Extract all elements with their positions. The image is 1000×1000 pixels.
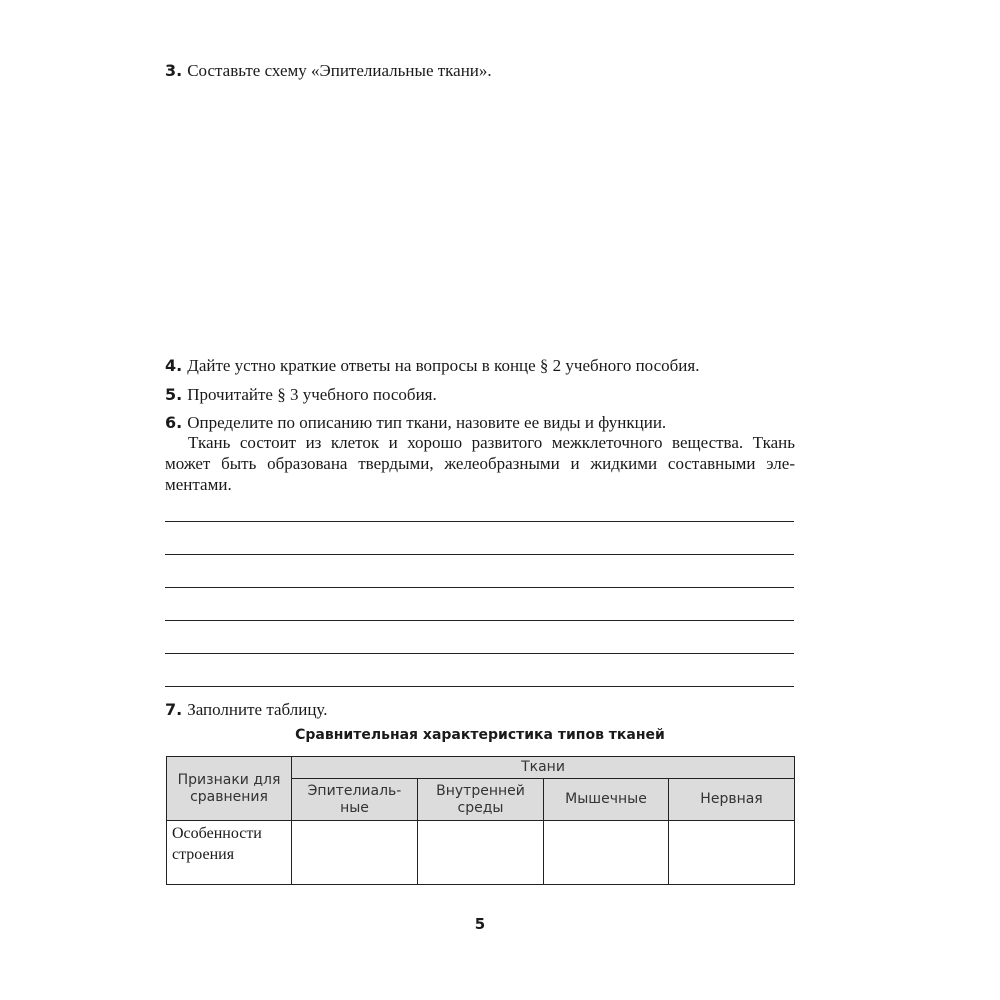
answer-line[interactable] [165,554,794,555]
task-text: Заполните таблицу. [187,700,328,719]
comparison-table [166,756,795,885]
column-header: Внутренней среды [418,779,544,821]
corner-header: Признаки для сравнения [167,757,292,821]
column-header: Нервная [669,779,795,821]
page-number: 5 [474,915,486,933]
task-7 [165,699,805,720]
table-cell[interactable] [418,821,544,885]
row-label: Особенности строения [167,821,292,885]
task-number: 5. [165,385,183,404]
answer-line[interactable] [165,686,794,687]
column-header: Мышечные [544,779,669,821]
task-number: 7. [165,700,183,719]
answer-line[interactable] [165,653,794,654]
task-6 [165,412,805,433]
table-row [167,821,795,885]
task-number: 3. [165,61,183,80]
task-number: 6. [165,413,183,432]
task-4 [165,355,805,376]
task-text: Дайте устно краткие ответы на вопросы в конце § 2 учебного пособия. [187,356,700,375]
answer-line[interactable] [165,620,794,621]
task-number: 4. [165,356,183,375]
task-text: Прочитайте § 3 учебного пособия. [187,385,437,404]
column-header: Эпителиаль-ные [292,779,418,821]
task-3 [165,60,805,81]
table-cell[interactable] [292,821,418,885]
table-cell[interactable] [544,821,669,885]
task-5 [165,384,805,405]
answer-line[interactable] [165,521,794,522]
answer-line[interactable] [165,587,794,588]
group-header: Ткани [292,757,795,779]
task-text: Определите по описанию тип ткани, назовите ее виды и функции. [187,413,667,432]
table-cell[interactable] [669,821,795,885]
table-caption: Сравнительная характеристика типов тканей [295,727,665,743]
task-6-paragraph: Ткань состоит из клеток и хорошо развитого межклеточного вещества. Ткань может быть образована твердыми, желеобразными и жидкими составными элементами. [165,433,795,494]
task-text: Составьте схему «Эпителиальные ткани». [187,61,492,80]
